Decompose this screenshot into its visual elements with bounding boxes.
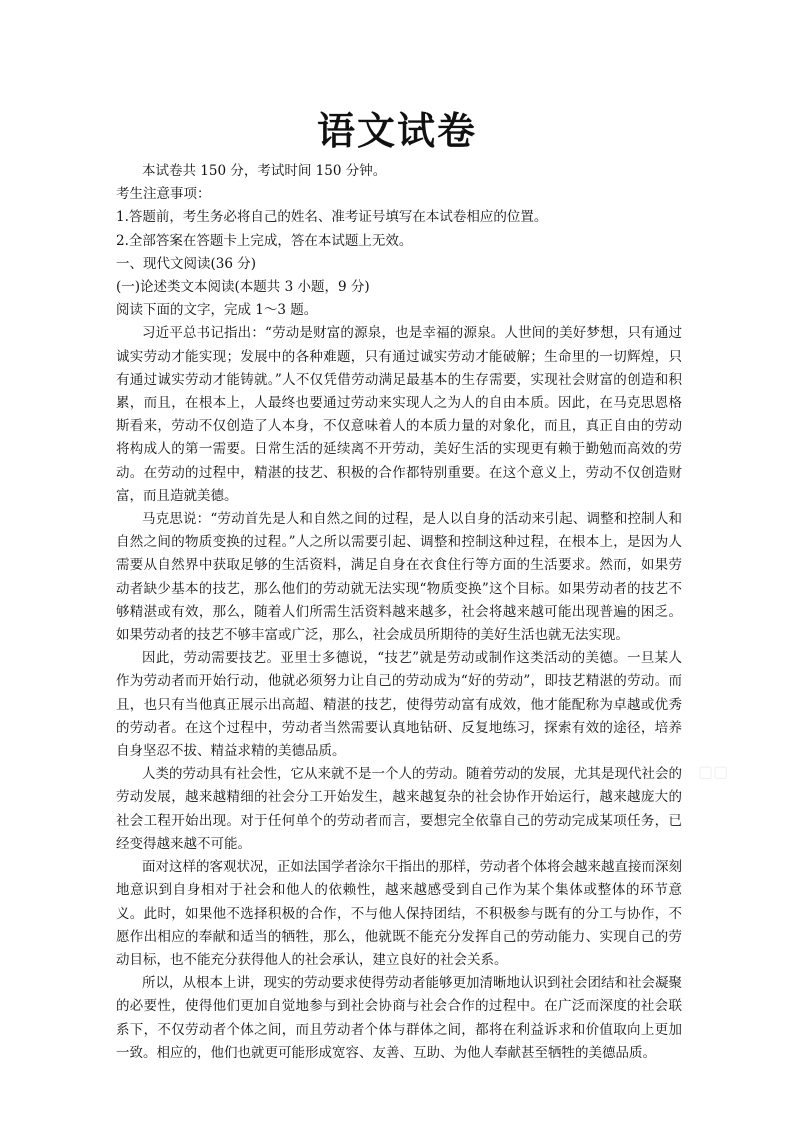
exam-info: 本试卷共 150 分，考试时间 150 分钟。 xyxy=(142,163,387,179)
section-heading: 一、现代文阅读(36 分) xyxy=(116,255,257,272)
page-title: 语文试卷 xyxy=(316,108,477,153)
notice-item-1: 1.答题前，考生务必将自己的姓名、准考证号填写在本试卷相应的位置。 xyxy=(116,209,548,226)
passage-paragraph-5: 面对这样的客观状况，正如法国学者涂尔干指出的那样，劳动者个体将会越来越直接而深刻地意识到自身相对于社会和他人的依赖性，越来越感受到自己作为某个集体或整体的环节意义。此时，如果他不选择积极的合作，不与他人保持团结，不积极参与既有的分工与协作，不愿作出相应的奉献和适当的牺牲，那么，他就既不能充分发挥自己的劳动能力、实现自己的劳动目标，也不能充分获得他人的社会承认，建立良好的社会关系。 xyxy=(116,859,682,968)
passage-paragraph-4: 人类的劳动具有社会性，它从来就不是一个人的劳动。随着劳动的发展，尤其是现代社会的劳动发展，越来越精细的社会分工开始发生，越来越复杂的社会协作开始运行，越来越庞大的社会工程开始出现。对于任何单个的劳动者而言，要想完全依靠自己的劳动完成某项任务，已经变得越来越不可能。 xyxy=(116,766,682,852)
passage-paragraph-3: 因此，劳动需要技艺。亚里士多德说，“技艺”就是劳动或制作这类活动的美德。一旦某人作为劳动者而开始行动，他就必须努力让自己的劳动成为“好的劳动”，即技艺精湛的劳动。而且，也只有当他真正展示出高超、精湛的技艺，使得劳动富有成效，他才能配称为卓越或优秀的劳动者。在这个过程中，劳动者当然需要认真地钻研、反复地练习，探索有效的途径，培养自身坚忍不拔、精益求精的美德品质。 xyxy=(116,650,682,760)
reading-instruction: 阅读下面的文字，完成 1～3 题。 xyxy=(116,302,318,319)
passage-paragraph-6: 所以，从根本上讲，现实的劳动要求使得劳动者能够更加清晰地认识到社会团结和社会凝聚的必要性，使得他们更加自觉地参与到社会协商与社会合作的过程中。在广泛而深度的社会联系下，不仅劳动者个体之间，而且劳动者个体与群体之间，都将在利益诉求和价值取向上更加一致。相应的，他们也就更可能形成宽容、友善、互助、为他人奉献甚至牺牲的美德品质。 xyxy=(116,975,682,1061)
faint-watermark: ▢▢ xyxy=(698,762,729,781)
passage-paragraph-2: 马克思说：“劳动首先是人和自然之间的过程，是人以自身的活动来引起、调整和控制人和自然之间的物质变换的过程。”人之所以需要引起、调整和控制这种过程，在根本上，是因为人需要从自然界中获取足够的生活资料，满足自身在衣食住行等方面的生活要求。然而，如果劳动者缺少基本的技艺，那么他们的劳动就无法实现“物质变换”这个目标。如果劳动者的技艺不够精湛或有效，那么，随着人们所需生活资料越来越多，社会将越来越可能出现普遍的困乏。如果劳动者的技艺不够丰富或广泛，那么，社会成员所期待的美好生活也就无法实现。 xyxy=(116,511,682,644)
section-subheading: (一)论述类文本阅读(本题共 3 小题，9 分) xyxy=(116,279,370,296)
exam-content xyxy=(116,160,682,1065)
notice-item-2: 2.全部答案在答题卡上完成，答在本试题上无效。 xyxy=(116,232,413,249)
passage-paragraph-1: 习近平总书记指出：“劳动是财富的源泉，也是幸福的源泉。人世间的美好梦想，只有通过诚实劳动才能实现；发展中的各种难题，只有通过诚实劳动才能破解；生命里的一切辉煌，只有通过诚实劳动才能铸就。”人不仅凭借劳动满足最基本的生存需要，实现社会财富的创造和积累，而且，在根本上，人最终也要通过劳动来实现人之为人的自由本质。因此，在马克思恩格斯看来，劳动不仅创造了人本身，不仅意味着人的本质力量的对象化，而且，真正自由的劳动将构成人的第一需要。日常生活的延续离不开劳动，美好生活的实现更有赖于勤勉而高效的劳动。在劳动的过程中，精湛的技艺、积极的合作都特别重要。在这个意义上，劳动不仅创造财富，而且造就美德。 xyxy=(116,325,682,504)
notice-heading: 考生注意事项： xyxy=(116,186,211,203)
